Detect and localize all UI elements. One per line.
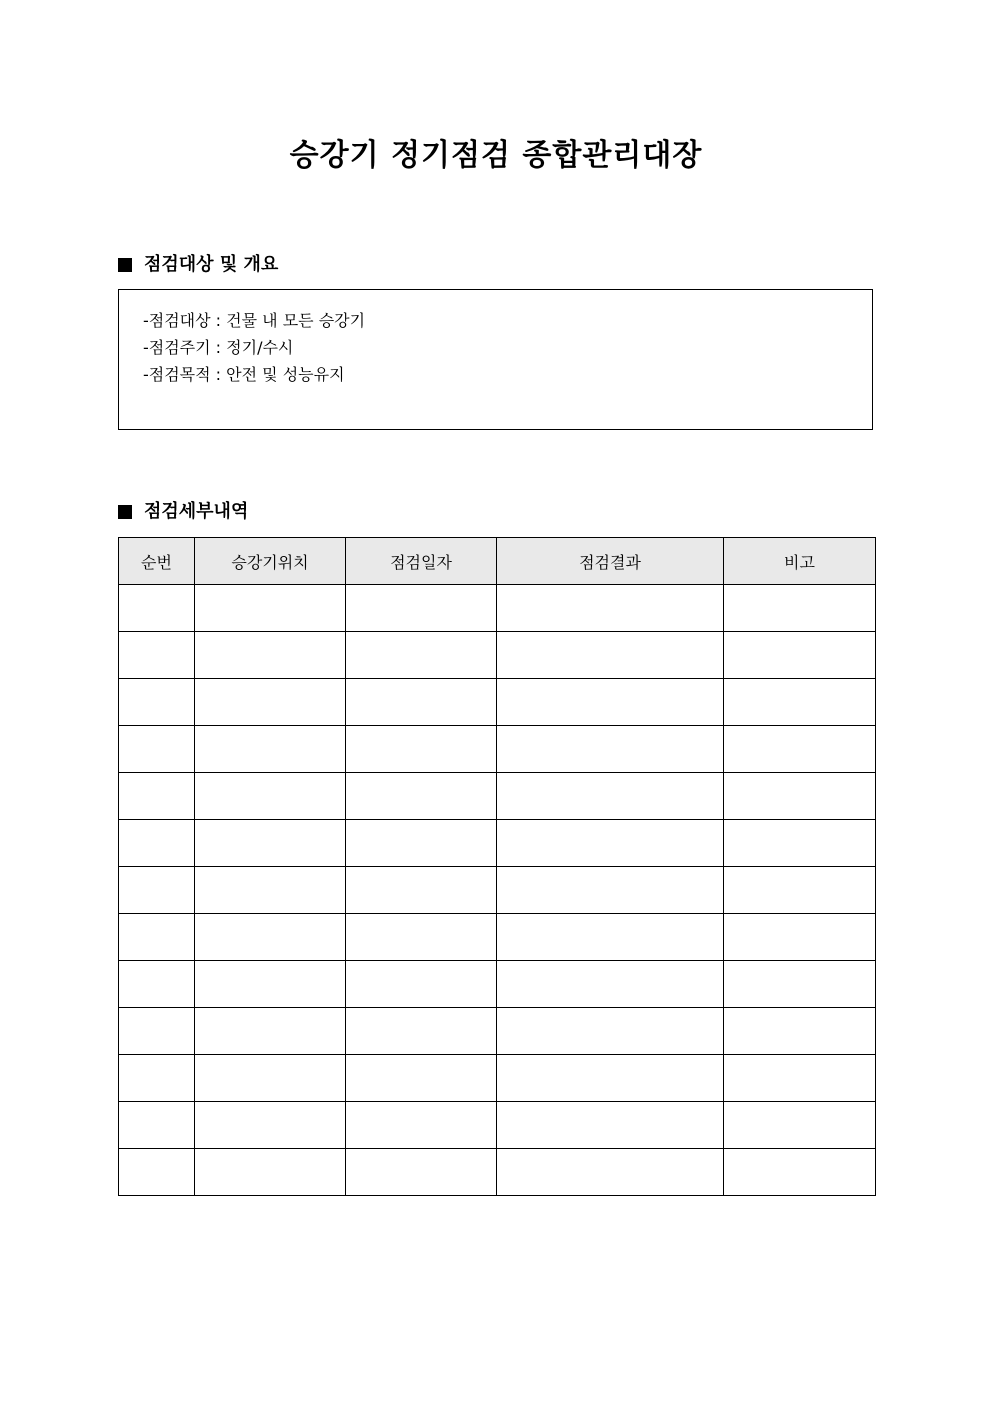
table-row bbox=[119, 585, 876, 632]
cell-remarks[interactable] bbox=[724, 585, 876, 632]
column-header-result: 점검결과 bbox=[497, 538, 724, 585]
cell-remarks[interactable] bbox=[724, 1102, 876, 1149]
cell-no[interactable] bbox=[119, 773, 195, 820]
cell-result[interactable] bbox=[497, 1008, 724, 1055]
overview-line-purpose: -점검목적 : 안전 및 성능유지 bbox=[143, 365, 345, 384]
cell-no[interactable] bbox=[119, 726, 195, 773]
column-header-no: 순번 bbox=[119, 538, 195, 585]
cell-location[interactable] bbox=[195, 1055, 346, 1102]
cell-date[interactable] bbox=[346, 585, 497, 632]
cell-remarks[interactable] bbox=[724, 632, 876, 679]
cell-date[interactable] bbox=[346, 914, 497, 961]
column-header-remarks: 비고 bbox=[724, 538, 876, 585]
cell-location[interactable] bbox=[195, 773, 346, 820]
cell-no[interactable] bbox=[119, 585, 195, 632]
overview-line-target: -점검대상 : 건물 내 모든 승강기 bbox=[143, 311, 366, 330]
cell-location[interactable] bbox=[195, 632, 346, 679]
cell-remarks[interactable] bbox=[724, 867, 876, 914]
document-title: 승강기 정기점검 종합관리대장 bbox=[289, 138, 703, 173]
overview-line-cycle: -점검주기 : 정기/수시 bbox=[143, 338, 294, 357]
table-row bbox=[119, 867, 876, 914]
section-heading-label: 점검대상 및 개요 bbox=[144, 254, 279, 275]
cell-date[interactable] bbox=[346, 773, 497, 820]
table-row bbox=[119, 961, 876, 1008]
cell-result[interactable] bbox=[497, 914, 724, 961]
cell-remarks[interactable] bbox=[724, 1055, 876, 1102]
cell-no[interactable] bbox=[119, 1055, 195, 1102]
cell-remarks[interactable] bbox=[724, 1149, 876, 1196]
cell-remarks[interactable] bbox=[724, 726, 876, 773]
cell-location[interactable] bbox=[195, 867, 346, 914]
section-heading-label: 점검세부내역 bbox=[144, 501, 249, 522]
cell-no[interactable] bbox=[119, 632, 195, 679]
section-heading-overview bbox=[118, 253, 278, 277]
table-header-row bbox=[119, 538, 876, 585]
inspection-detail-table bbox=[118, 537, 876, 1196]
cell-date[interactable] bbox=[346, 1055, 497, 1102]
cell-result[interactable] bbox=[497, 961, 724, 1008]
cell-no[interactable] bbox=[119, 1102, 195, 1149]
overview-box bbox=[118, 289, 873, 430]
cell-location[interactable] bbox=[195, 1008, 346, 1055]
cell-date[interactable] bbox=[346, 726, 497, 773]
cell-location[interactable] bbox=[195, 961, 346, 1008]
cell-location[interactable] bbox=[195, 585, 346, 632]
table-row bbox=[119, 1055, 876, 1102]
cell-no[interactable] bbox=[119, 820, 195, 867]
cell-no[interactable] bbox=[119, 679, 195, 726]
table-row bbox=[119, 1102, 876, 1149]
square-bullet-icon bbox=[118, 258, 132, 272]
cell-result[interactable] bbox=[497, 585, 724, 632]
cell-location[interactable] bbox=[195, 820, 346, 867]
cell-no[interactable] bbox=[119, 961, 195, 1008]
column-header-date: 점검일자 bbox=[346, 538, 497, 585]
cell-result[interactable] bbox=[497, 867, 724, 914]
cell-location[interactable] bbox=[195, 1149, 346, 1196]
table-row bbox=[119, 679, 876, 726]
table-row bbox=[119, 914, 876, 961]
cell-result[interactable] bbox=[497, 773, 724, 820]
table-row bbox=[119, 1008, 876, 1055]
table-row bbox=[119, 1149, 876, 1196]
cell-date[interactable] bbox=[346, 1149, 497, 1196]
cell-remarks[interactable] bbox=[724, 1008, 876, 1055]
cell-date[interactable] bbox=[346, 961, 497, 1008]
cell-date[interactable] bbox=[346, 1008, 497, 1055]
cell-result[interactable] bbox=[497, 679, 724, 726]
cell-remarks[interactable] bbox=[724, 961, 876, 1008]
cell-date[interactable] bbox=[346, 1102, 497, 1149]
cell-remarks[interactable] bbox=[724, 820, 876, 867]
cell-date[interactable] bbox=[346, 632, 497, 679]
table-row bbox=[119, 773, 876, 820]
cell-result[interactable] bbox=[497, 1055, 724, 1102]
cell-date[interactable] bbox=[346, 867, 497, 914]
cell-location[interactable] bbox=[195, 679, 346, 726]
cell-remarks[interactable] bbox=[724, 679, 876, 726]
cell-date[interactable] bbox=[346, 679, 497, 726]
cell-no[interactable] bbox=[119, 867, 195, 914]
column-header-location: 승강기위치 bbox=[195, 538, 346, 585]
section-heading-details bbox=[118, 500, 248, 524]
cell-no[interactable] bbox=[119, 1149, 195, 1196]
cell-result[interactable] bbox=[497, 632, 724, 679]
cell-result[interactable] bbox=[497, 1149, 724, 1196]
table-body bbox=[119, 585, 876, 1196]
table-row bbox=[119, 726, 876, 773]
cell-remarks[interactable] bbox=[724, 914, 876, 961]
cell-result[interactable] bbox=[497, 1102, 724, 1149]
cell-location[interactable] bbox=[195, 1102, 346, 1149]
table-row bbox=[119, 632, 876, 679]
cell-result[interactable] bbox=[497, 820, 724, 867]
cell-location[interactable] bbox=[195, 726, 346, 773]
cell-date[interactable] bbox=[346, 820, 497, 867]
cell-result[interactable] bbox=[497, 726, 724, 773]
square-bullet-icon bbox=[118, 505, 132, 519]
table-row bbox=[119, 820, 876, 867]
cell-remarks[interactable] bbox=[724, 773, 876, 820]
cell-no[interactable] bbox=[119, 1008, 195, 1055]
cell-location[interactable] bbox=[195, 914, 346, 961]
cell-no[interactable] bbox=[119, 914, 195, 961]
